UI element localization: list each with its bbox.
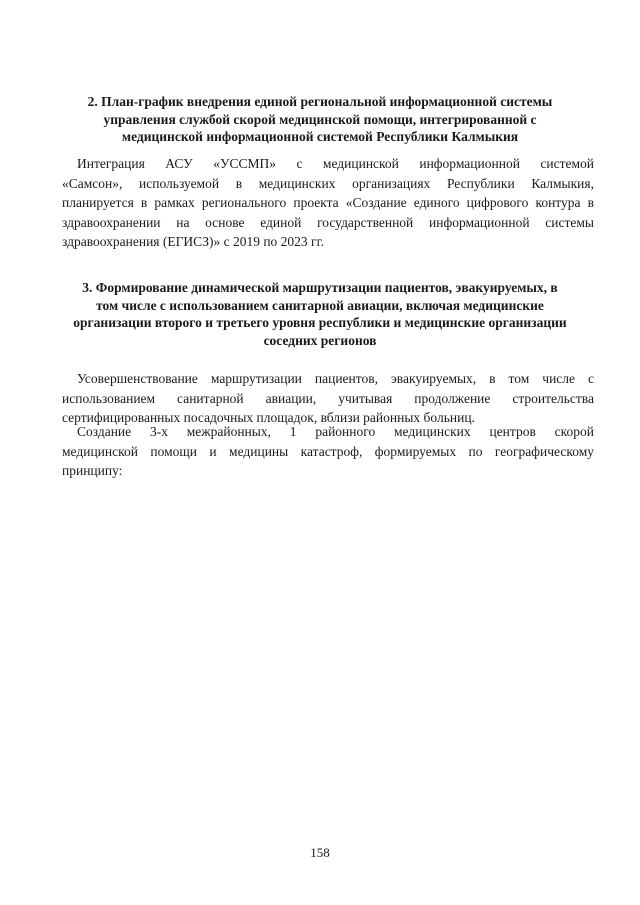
paragraph-line: сертифицированных посадочных площадок, вблизи районных больниц.	[62, 410, 475, 425]
paragraph-line: «Самсон», используемой в медицинских организациях Республики Калмыкия,	[62, 175, 594, 191]
paragraph-line: здравоохранении на основе единой государственной информационной системы	[62, 214, 594, 230]
paragraph-line: использованием санитарной авиации, учитывая продолжение строительства	[62, 390, 594, 406]
paragraph-line: здравоохранения (ЕГИСЗ)» с 2019 по 2023 гг.	[62, 234, 324, 249]
section-2-heading	[40, 93, 600, 146]
heading-line: медицинской информационной системой Республики Калмыкия	[121, 129, 519, 144]
paragraph-line: Создание 3-х межрайонных, 1 районного медицинских центров скорой	[77, 424, 594, 439]
section-3-paragraph-2	[62, 422, 594, 481]
section-2-paragraph	[62, 154, 594, 252]
heading-line: соседних регионов	[263, 332, 377, 348]
paragraph-line: планируется в рамках регионального проекта «Создание единого цифрового контура в	[62, 195, 594, 210]
heading-line: 3. Формирование динамической маршрутизации пациентов, эвакуируемых, в	[82, 280, 558, 295]
section-3-paragraph-1	[62, 369, 594, 428]
heading-line: том числе с использованием санитарной авиации, включая медицинские	[96, 297, 544, 313]
paragraph-line: Усовершенствование маршрутизации пациентов, эвакуируемых, в том числе с	[77, 371, 594, 386]
paragraph-line: принципу:	[62, 463, 123, 478]
heading-line: управления службой скорой медицинской помощи, интегрированной с	[103, 111, 537, 127]
heading-line: 2. План-график внедрения единой региональной информационной системы	[87, 94, 553, 109]
page-number: 158	[310, 845, 330, 860]
paragraph-line: Интеграция АСУ «УССМП» с медицинской информационной системой	[77, 156, 594, 171]
heading-line: организации второго и третьего уровня республики и медицинские организации	[73, 315, 567, 330]
paragraph-line: медицинской помощи и медицины катастроф, формируемых по географическому	[62, 443, 594, 459]
section-3-heading	[40, 279, 600, 349]
